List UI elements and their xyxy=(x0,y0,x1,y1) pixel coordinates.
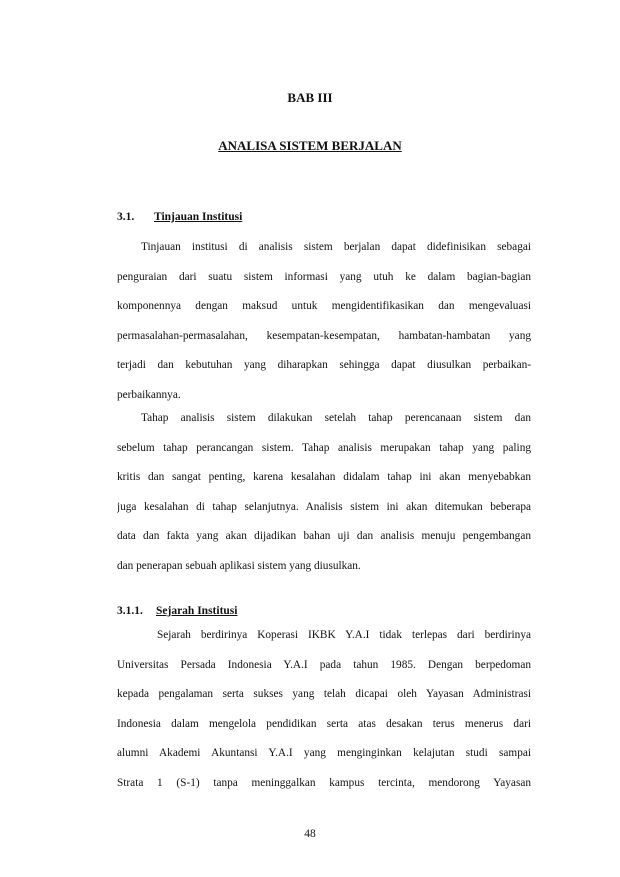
paragraph-line: Tinjauan institusi di analisis sistem berjalan dapat didefinisikan sebagai xyxy=(141,241,531,253)
paragraph-line: permasalahan-permasalahan, kesempatan-kesempatan, hambatan-hambatan yang xyxy=(117,329,531,342)
paragraph-line: dan penerapan sebuah aplikasi sistem yang diusulkan. xyxy=(117,559,361,572)
paragraph-line: kepada pengalaman serta sukses yang telah dicapai oleh Yayasan Administrasi xyxy=(117,688,531,700)
paragraph-tinjauan-2 xyxy=(117,411,531,588)
section-title: Sejarah Institusi xyxy=(156,605,238,617)
chapter-title: ANALISA SISTEM BERJALAN xyxy=(218,138,402,153)
paragraph-tinjauan-1 xyxy=(117,240,531,417)
paragraph-line: terjadi dan kebutuhan yang diharapkan sehingga dapat diusulkan perbaikan- xyxy=(117,359,531,371)
paragraph-line: Strata 1 (S-1) tanpa meninggalkan kampus tercinta, mendorong Yayasan xyxy=(117,776,531,789)
paragraph-line: data dan fakta yang akan dijadikan bahan uji dan analisis menuju pengembangan xyxy=(117,530,531,542)
paragraph-line: Indonesia dalam mengelola pendidikan serta atas desakan terus menerus dari xyxy=(117,717,531,730)
paragraph-line: kritis dan sangat penting, karena kesalahan didalam tahap ini akan menyebabkan xyxy=(117,471,531,483)
section-heading-3-1 xyxy=(117,211,242,223)
paragraph-line: Sejarah berdirinya Koperasi IKBK Y.A.I tidak terlepas dari berdirinya xyxy=(157,629,531,641)
section-title: Tinjauan Institusi xyxy=(154,211,243,223)
page-number: 48 xyxy=(304,828,316,840)
section-number: 3.1.1. xyxy=(117,605,143,617)
section-number: 3.1. xyxy=(117,211,135,223)
paragraph-line: juga kesalahan di tahap selanjutnya. Analisis sistem ini akan ditemukan beberapa xyxy=(117,500,531,513)
paragraph-line: sebelum tahap perancangan sistem. Tahap analisis merupakan tahap yang paling xyxy=(117,441,531,454)
section-heading-3-1-1 xyxy=(117,605,237,617)
paragraph-line: alumni Akademi Akuntansi Y.A.I yang menginginkan kelajutan studi sampai xyxy=(117,747,531,759)
paragraph-line: perbaikannya. xyxy=(117,388,181,401)
paragraph-line: Tahap analisis sistem dilakukan setelah tahap perencanaan sistem dan xyxy=(141,412,531,424)
paragraph-sejarah-1 xyxy=(117,628,531,805)
paragraph-line: komponennya dengan maksud untuk mengidentifikasikan dan mengevaluasi xyxy=(117,300,531,312)
paragraph-line: penguraian dari suatu sistem informasi yang utuh ke dalam bagian-bagian xyxy=(117,270,531,283)
chapter-number: BAB III xyxy=(287,90,333,105)
paragraph-line: Universitas Persada Indonesia Y.A.I pada tahun 1985. Dengan berpedoman xyxy=(117,658,531,671)
